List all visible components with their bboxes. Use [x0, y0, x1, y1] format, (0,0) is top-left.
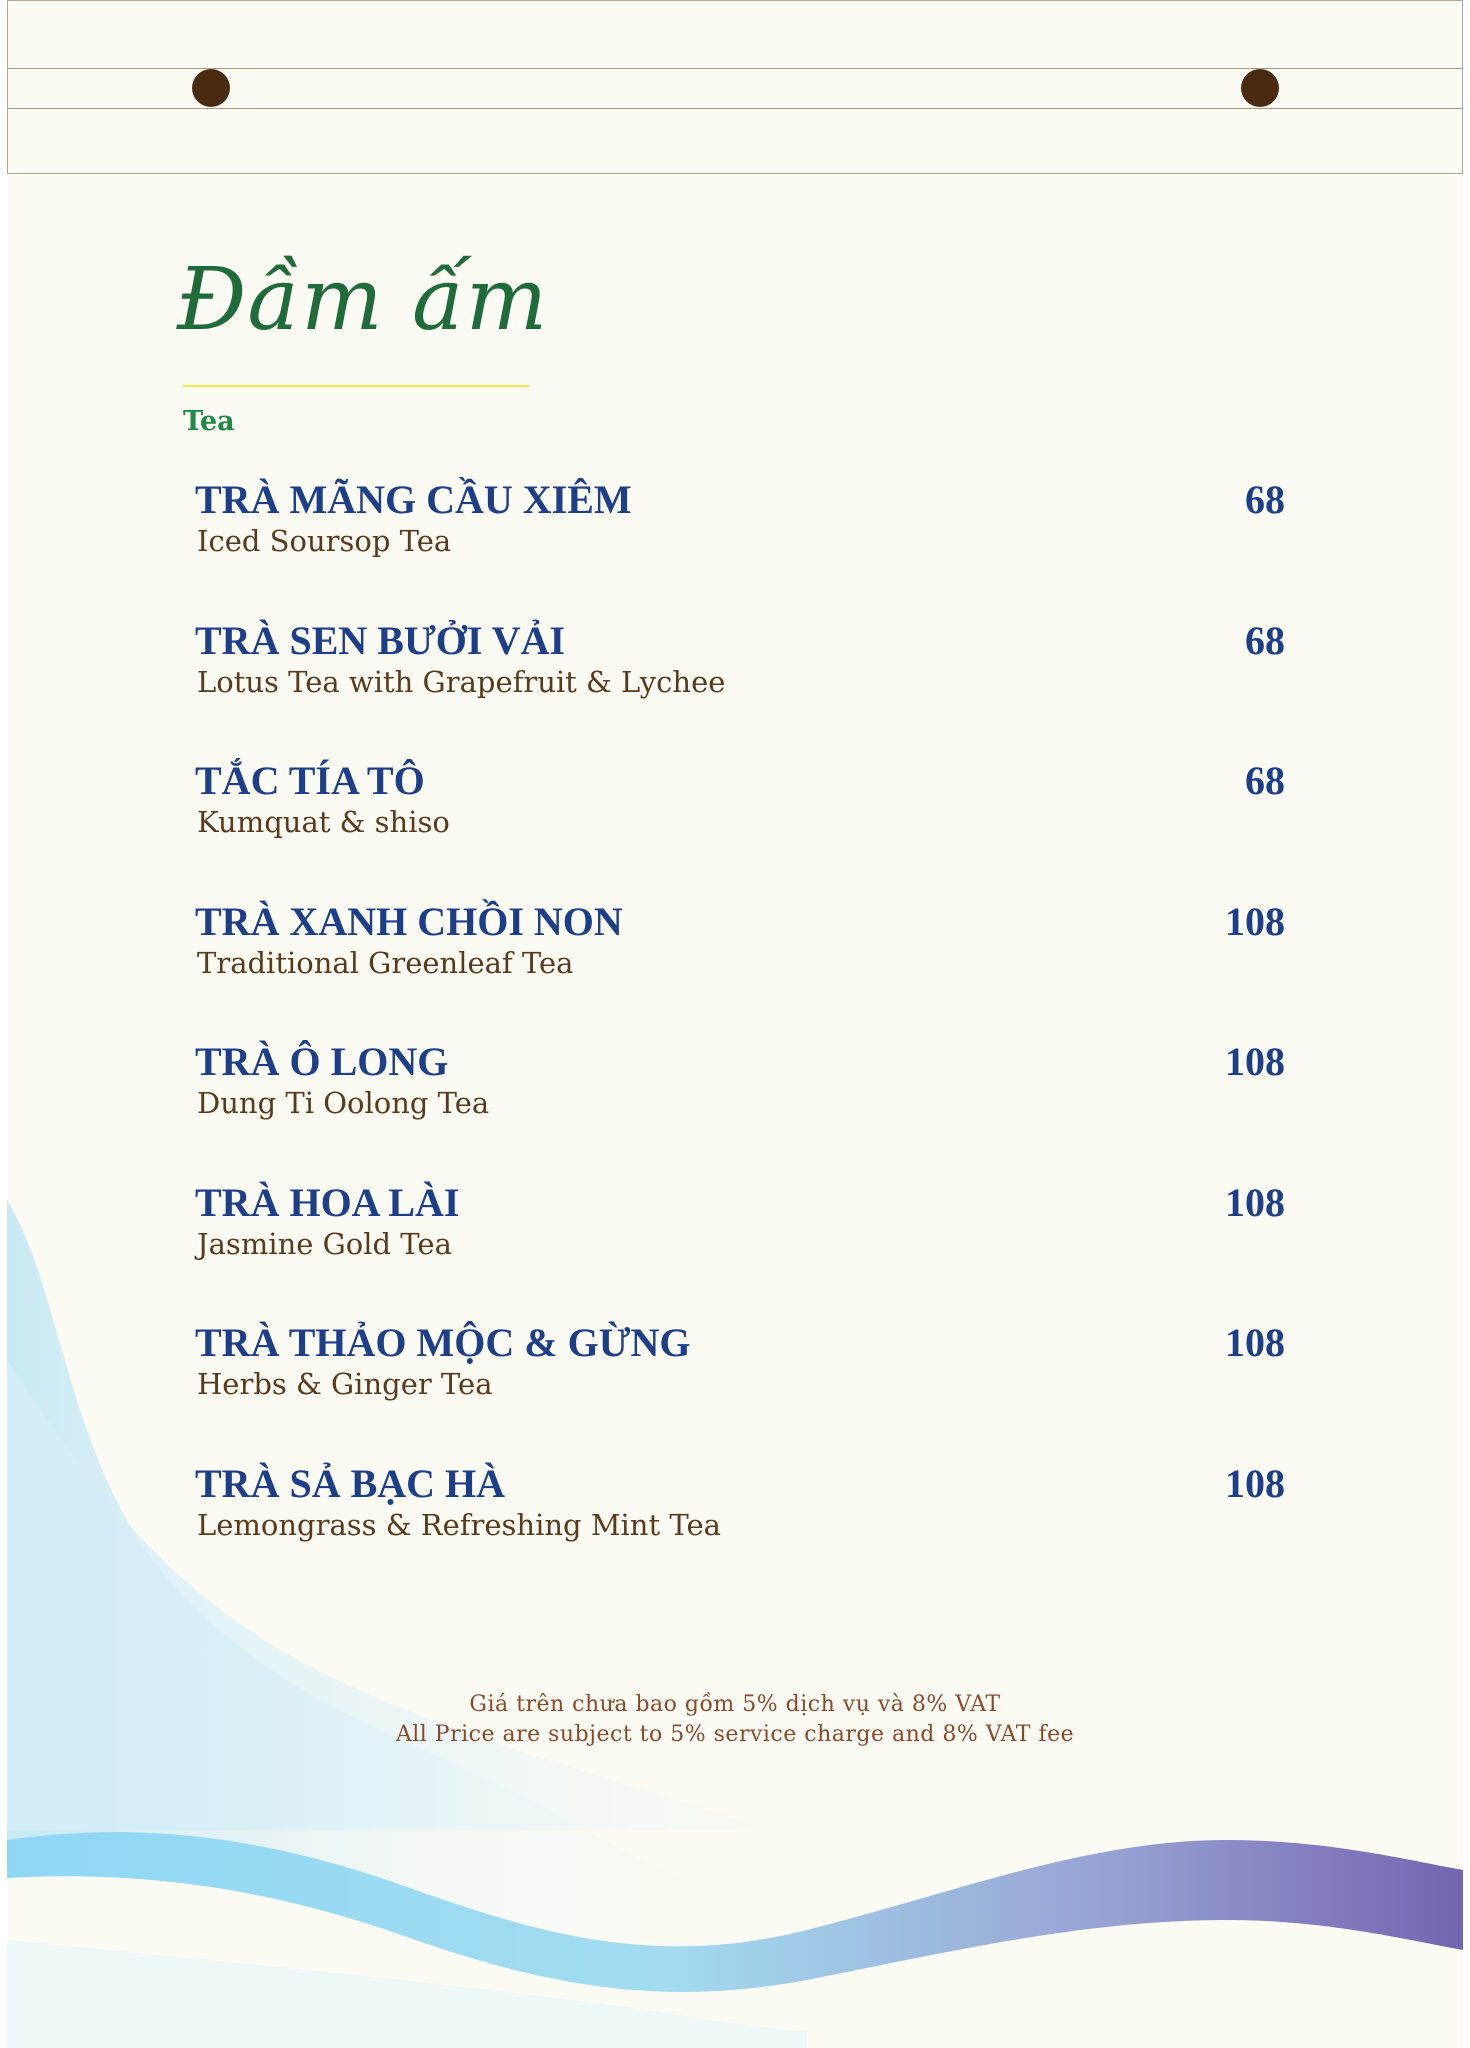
- item-description: Herbs & Ginger Tea: [197, 1367, 493, 1401]
- item-price: 108: [1225, 1320, 1285, 1365]
- footnote-vietnamese: Giá trên chưa bao gồm 5% dịch vụ và 8% VAT: [469, 1692, 1001, 1717]
- item-name: TRÀ THẢO MỘC & GỪNG: [195, 1320, 691, 1365]
- menu-item: [195, 1038, 1285, 1179]
- binder-hole-left: [192, 69, 230, 107]
- item-price: 68: [1245, 758, 1285, 803]
- item-name: TRÀ XANH CHỒI NON: [195, 898, 623, 944]
- section-subtitle: Tea: [183, 406, 235, 437]
- binder-line-bottom: [8, 108, 1462, 109]
- item-price: 108: [1225, 1460, 1285, 1506]
- page-title: Đầm ấm: [177, 250, 549, 350]
- item-description: Traditional Greenleaf Tea: [197, 945, 574, 980]
- menu-list: [195, 476, 1285, 1600]
- item-name: TRÀ SẢ BẠC HÀ: [195, 1460, 506, 1506]
- item-name: TẮC TÍA TÔ: [195, 758, 425, 803]
- menu-item: [195, 1319, 1285, 1460]
- item-name: TRÀ Ô LONG: [195, 1039, 449, 1084]
- binder-line-top: [8, 68, 1462, 69]
- item-description: Iced Soursop Tea: [197, 524, 452, 558]
- menu-item: [195, 898, 1285, 1039]
- item-description: Kumquat & shiso: [197, 805, 450, 839]
- menu-item: [195, 1179, 1285, 1320]
- item-description: Jasmine Gold Tea: [197, 1226, 452, 1261]
- item-description: Lotus Tea with Grapefruit & Lychee: [197, 664, 726, 699]
- item-name: TRÀ MÃNG CẦU XIÊM: [195, 477, 632, 522]
- menu-item: [195, 757, 1285, 898]
- item-price: 68: [1245, 477, 1285, 522]
- menu-item: [195, 476, 1285, 617]
- item-price: 108: [1225, 1039, 1285, 1084]
- menu-item: [195, 1460, 1285, 1601]
- item-price: 108: [1225, 898, 1285, 944]
- menu-item: [195, 617, 1285, 758]
- item-description: Dung Ti Oolong Tea: [197, 1086, 490, 1120]
- item-price: 68: [1245, 617, 1285, 663]
- footnote-english: All Price are subject to 5% service charge and 8% VAT fee: [395, 1722, 1075, 1747]
- item-price: 108: [1225, 1179, 1285, 1225]
- title-underline: [183, 385, 529, 387]
- binder-strip: [7, 0, 1463, 174]
- item-name: TRÀ SEN BƯỞI VẢI: [195, 617, 566, 663]
- item-name: TRÀ HOA LÀI: [195, 1179, 460, 1225]
- item-description: Lemongrass & Refreshing Mint Tea: [197, 1507, 721, 1542]
- binder-hole-right: [1241, 69, 1279, 107]
